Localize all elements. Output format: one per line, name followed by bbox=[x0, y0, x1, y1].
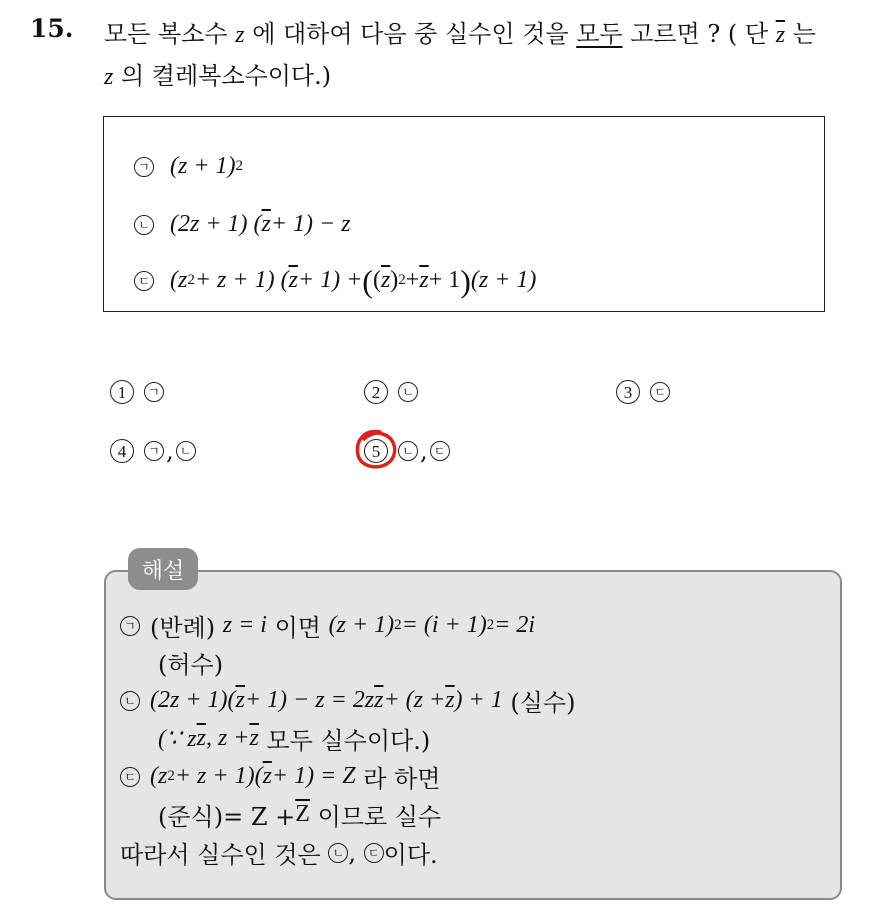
choice-number-icon: 1 bbox=[110, 380, 134, 404]
circled-letter-icon: ㄷ bbox=[120, 767, 140, 787]
circled-letter-icon: ㄷ bbox=[650, 382, 670, 402]
circled-letter-icon: ㄷ bbox=[134, 271, 154, 291]
choice-3[interactable] bbox=[616, 380, 670, 404]
solution-line-2: (허수) bbox=[158, 651, 224, 679]
statement-box bbox=[103, 116, 825, 312]
solution-line-4: (∵ z $\overline{z}$ , z + $\overline{z}$ 모두 실수이다.) bbox=[158, 725, 431, 755]
choice-number-icon: 4 bbox=[110, 439, 134, 463]
circled-letter-icon: ㄱ bbox=[144, 441, 164, 461]
solution-line-6: (준식)= Z + $\overline{Z}$ 이므로 실수 bbox=[158, 801, 442, 831]
solution-line-7: 따라서 실수인 것은 ㄴ , ㄷ 이다. bbox=[120, 838, 438, 869]
solution-line-1: ㄱ (반례) z = i 이면 (z + 1) 2 = (i + 1) 2 = 2i bbox=[120, 608, 535, 643]
solution-tag: 해설 bbox=[128, 548, 198, 590]
circled-letter-icon: ㄱ bbox=[120, 616, 140, 636]
solution-line-5: ㄷ (z 2 + z + 1)( $\overline{z}$ + 1) = Z 라 하면 bbox=[120, 759, 440, 794]
solution-line-3: ㄴ (2z + 1)( $\overline{z}$ + 1) − z = 2z $\overline{z}$ + (z + $\overline{z}$ ) + 1 (실수) bbox=[120, 683, 575, 718]
choice-number-icon: 3 bbox=[616, 380, 640, 404]
choice-5[interactable]: 5 ㄴ , ㄷ bbox=[364, 437, 450, 465]
emphasis-all: 모두 bbox=[576, 20, 623, 48]
circled-letter-icon: ㄷ bbox=[364, 843, 384, 863]
choice-number-icon: 5 bbox=[364, 439, 388, 463]
choice-2[interactable] bbox=[364, 380, 418, 404]
circled-letter-icon: ㄴ bbox=[398, 382, 418, 402]
choice-4[interactable]: 4 ㄱ , ㄴ bbox=[110, 437, 196, 465]
circled-letter-icon: ㄱ bbox=[134, 157, 154, 177]
statement-c: ㄷ (z 2 + z + 1) ( $\overline{z}$ + 1) + ( ( $\overline{z}$ ) 2 + $\overline{z}$ + 1 ) (z + 1) bbox=[134, 267, 536, 294]
question-text-line2: z 의 켤레복소수이다.) bbox=[104, 62, 332, 90]
circled-letter-icon: ㄴ bbox=[134, 215, 154, 235]
choice-number-icon: 2 bbox=[364, 380, 388, 404]
circled-letter-icon: ㄴ bbox=[176, 441, 196, 461]
question-number: 15. bbox=[30, 14, 74, 43]
circled-letter-icon: ㄴ bbox=[328, 843, 348, 863]
circled-letter-icon: ㄷ bbox=[430, 441, 450, 461]
circled-letter-icon: ㄴ bbox=[398, 441, 418, 461]
statement-b: ㄴ (2z + 1) ( $\overline{z}$ + 1) − z bbox=[134, 211, 351, 238]
statement-a: ㄱ (z + 1) 2 bbox=[134, 153, 243, 180]
circled-letter-icon: ㄴ bbox=[120, 691, 140, 711]
circled-letter-icon: ㄱ bbox=[144, 382, 164, 402]
choice-1[interactable] bbox=[110, 380, 164, 404]
question-text-line1: 모든 복소수 z 에 대하여 다음 중 실수인 것을 모두 고르면 ? ( 단 $\overline{z}$ 는 bbox=[104, 20, 816, 48]
